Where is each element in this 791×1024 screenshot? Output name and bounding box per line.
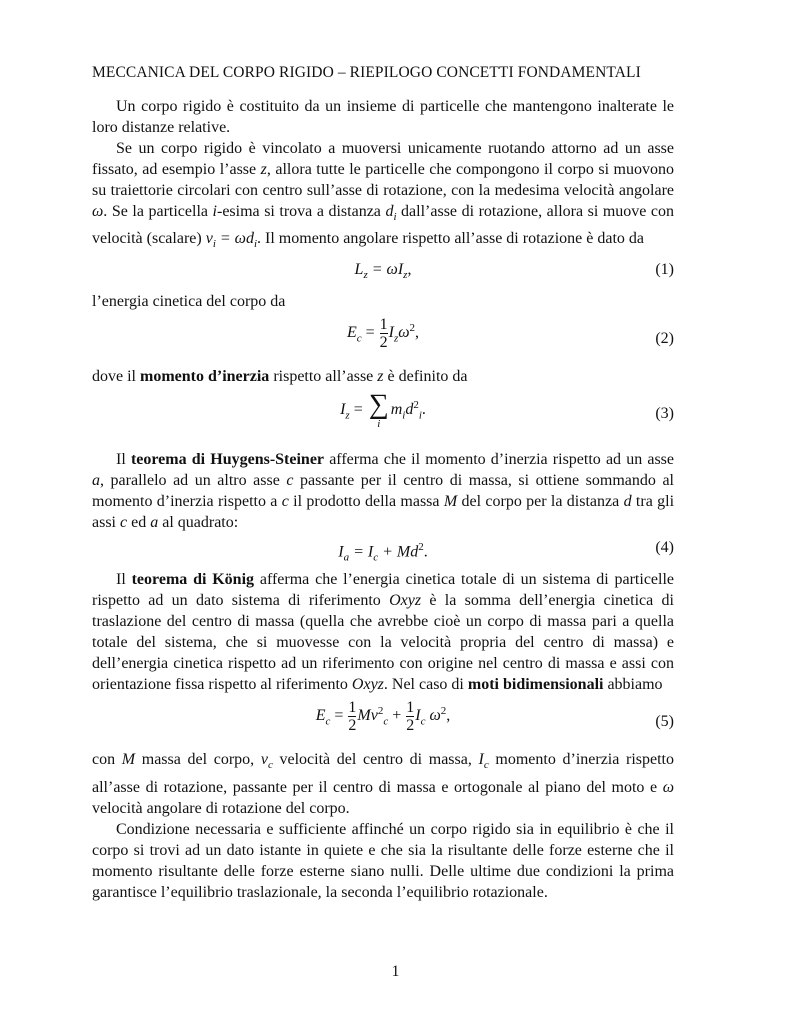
summation-symbol: ∑ i [368,389,389,431]
paragraph-moment-of-inertia-intro: dove il momento d’inerzia rispetto all’asse z è definito da [92,368,468,386]
equation-huygens-steiner: $I_a = I_c + Md^2$. (4) [338,539,674,564]
paragraph-fixed-axis: Se un corpo rigido è vincolato a muoversi unicamente ruotando attorno ad un asse fissato, ad esempio l’asse z, allora tutte le particelle che compongono il corpo si muovono su traiettorie circolari con centro sull’asse di rotazione, con la medesima velocità angolare ω. Se la particella i-esima si trova a distanza $d_i$ dall’asse di rotazione, allora si muove con velocità (scalare) $v_i = \omega d_i$. Il momento angolare rispetto all’asse di rotazione è dato da [92,140,675,251]
equation-number: (4) [655,539,674,557]
document-body [92,96,674,903]
equation-moment-of-inertia: $I_z$ = ∑ i $m_id^2_i$. (3) [340,389,674,431]
paragraph-equilibrium: Condizione necessaria e sufficiente affinché un corpo rigido sia in equilibrio è che il corpo si trovi ad un dato istante in quiete e che sia la risultante delle forze esterne che il momento risultante delle forze esterne siano nulli. Delle ultime due condizioni la prima garantisce l’equilibrio traslazionale, la seconda l’equilibrio rotazionale. [92,820,674,901]
paragraph-huygens-steiner: Il teorema di Huygens-Steiner afferma che il momento d’inerzia rispetto ad un asse a, parallelo ad un altro asse c passante per il centro di massa, si ottiene sommando al momento d’inerzia rispetto a c il prodotto della massa M del corpo per la distanza d tra gli assi c ed a al quadrato: [92,451,675,532]
fraction: $\frac{1}{2}$ [348,699,357,735]
fraction: $\frac{1}{2}$ [379,316,388,352]
page-number: 1 [391,963,400,980]
document-title: MECCANICA DEL CORPO RIGIDO – RIEPILOGO CONCETTI FONDAMENTALI [92,64,641,81]
fraction: $\frac{1}{2}$ [406,699,415,735]
equation-konig: $E_c$ = $\frac{1}{2}$ $Mv^2_c$ + $\frac{1}{2}$ $I_c$ $\omega^2$, (5) [315,699,674,735]
paragraph-konig: Il teorema di König afferma che l’energia cinetica totale di un sistema di particelle rispetto ad un dato sistema di riferimento Oxyz è la somma dell’energia cinetica di traslazione del centro di massa (quella che avrebbe cioè un corpo di massa pari a quella totale del sistema, che si muovesse con la velocità propria del centro di massa) e dell’energia cinetica rispetto ad un riferimento con origine nel centro di massa e assi con orientazione fissa rispetto al riferimento Oxyz. Nel caso di moti bidimensionali abbiamo [92,571,675,694]
equation-number: (2) [655,330,674,348]
equation-kinetic-energy: $E_c$ = $\frac{1}{2}$ $I_z\omega^2$, (2) [346,316,674,352]
paragraph-kinetic-energy-intro: l’energia cinetica del corpo da [92,293,286,311]
equation-number: (3) [655,405,674,423]
equation-angular-momentum: $L_z = \omega I_z$, (1) [354,261,674,282]
equation-number: (1) [655,261,674,279]
paragraph-rigid-body-definition: Un corpo rigido è costituito da un insieme di particelle che mantengono inalterate le loro distanze relative. [92,98,674,136]
paragraph-konig-symbols: con M massa del corpo, $v_c$ velocità del centro di massa, $I_c$ momento d’inerzia rispetto all’asse di rotazione, passante per il centro di massa e ortogonale al piano del moto e ω velocità angolare di rotazione del corpo. [92,751,675,817]
equation-number: (5) [655,713,674,731]
